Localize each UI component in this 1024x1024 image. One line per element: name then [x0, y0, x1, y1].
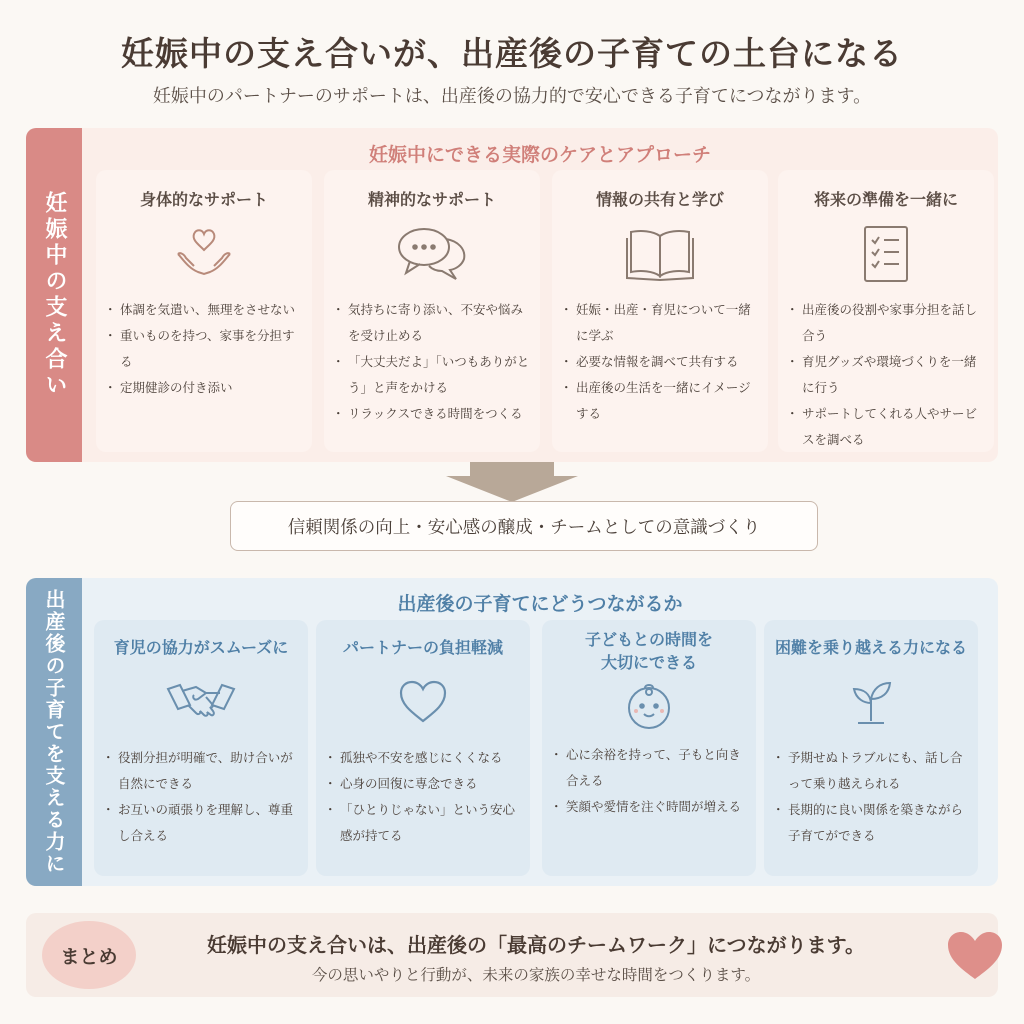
summary-main-text: 妊娠中の支え合いは、出産後の「最高のチームワーク」につながります。	[207, 933, 865, 957]
section2-side-label	[26, 578, 82, 886]
section1-side-text: 妊娠中の支え合い	[42, 191, 67, 399]
heart-hands-icon	[172, 224, 236, 284]
baby-face-icon	[623, 680, 675, 732]
card-title-line: 子どもとの時間を	[584, 630, 713, 649]
heart-outline-icon	[397, 679, 449, 725]
list-item: ・ 心身の回復に専念できる	[326, 771, 520, 797]
list-item: ・ 妊娠・出産・育児について一緒に学ぶ	[562, 297, 758, 349]
card-time-with-child	[542, 620, 756, 876]
card-title: 身体的なサポート	[139, 190, 268, 209]
down-arrow-icon	[446, 462, 578, 502]
card-physical-support	[96, 170, 312, 452]
handshake-icon	[166, 677, 236, 727]
list-item: ・ 予期せぬトラブルにも、話し合って乗り越えられる	[774, 745, 968, 797]
list-item: ・ 出産後の生活を一緒にイメージする	[562, 375, 758, 427]
list-item: ・ 重いものを持つ、家事を分担する	[106, 323, 302, 375]
list-item: ・ リラックスできる時間をつくる	[334, 401, 530, 427]
list-item: ・ 育児グッズや環境づくりを一緒に行う	[788, 349, 984, 401]
list-item: ・ 「大丈夫だよ」「いつもありがとう」と声をかける	[334, 349, 530, 401]
list-item: ・ 孤独や不安を感じにくくなる	[326, 745, 520, 771]
list-item: ・ 必要な情報を調べて共有する	[562, 349, 758, 375]
list-item: ・ サポートしてくれる人やサービスを調べる	[788, 401, 984, 453]
page-subtitle: 妊娠中のパートナーのサポートは、出産後の協力的で安心できる子育てにつながります。	[152, 86, 872, 107]
speech-bubbles-icon	[394, 223, 470, 285]
card-title: 育児の協力がスムーズに	[113, 638, 289, 657]
list-item: ・ 長期的に良い関係を築きながら子育てができる	[774, 797, 968, 849]
card-title: パートナーの負担軽減	[342, 638, 503, 657]
list-item: ・ 気持ちに寄り添い、不安や悩みを受け止める	[334, 297, 530, 349]
checklist-icon	[861, 224, 911, 284]
section2-panel	[82, 578, 998, 886]
section2-heading: 出産後の子育てにどうつながるか	[397, 593, 683, 615]
list-item: ・ 定期健診の付き添い	[106, 375, 302, 401]
list-item: ・ 出産後の役割や家事分担を話し合う	[788, 297, 984, 349]
card-title: 困難を乗り越える力になる	[774, 638, 967, 657]
card-reduce-burden	[316, 620, 530, 876]
card-title: 将来の準備を一緒に	[813, 190, 958, 209]
list-item: ・ お互いの頑張りを理解し、尊重し合える	[104, 797, 298, 849]
card-title: 情報の共有と学び	[595, 190, 724, 209]
open-book-icon	[625, 226, 695, 282]
card-future-preparation	[778, 170, 994, 452]
card-information-sharing	[552, 170, 768, 452]
card-smooth-cooperation	[94, 620, 308, 876]
card-emotional-support	[324, 170, 540, 452]
card-title	[542, 628, 756, 674]
section1-heading: 妊娠中にできる実際のケアとアプローチ	[368, 144, 711, 166]
card-overcome-difficulties	[764, 620, 978, 876]
list-item: ・ 心に余裕を持って、子もと向き合える	[552, 742, 746, 794]
card-title-line: 大切にできる	[600, 653, 697, 672]
section1-panel	[82, 128, 998, 462]
summary-badge: まとめ	[42, 921, 136, 989]
sprout-icon	[846, 677, 896, 727]
section2-side-text: 出産後の子育てを支える力に	[42, 589, 66, 875]
summary-sub-text: 今の思いやりと行動が、未来の家族の幸せな時間をつくります。	[311, 966, 761, 984]
list-item: ・ 体調を気遣い、無理をさせない	[106, 297, 302, 323]
page-title: 妊娠中の支え合いが、出産後の子育ての土台になる	[121, 34, 903, 73]
heart-icon	[944, 929, 1006, 983]
section1-side-label	[26, 128, 82, 462]
card-title: 精神的なサポート	[367, 190, 496, 209]
summary-box	[26, 913, 998, 997]
list-item: ・ 笑顔や愛情を注ぐ時間が増える	[552, 794, 746, 820]
connector-box: 信頼関係の向上・安心感の醸成・チームとしての意識づくり	[230, 501, 818, 551]
list-item: ・ 役割分担が明確で、助け合いが自然にできる	[104, 745, 298, 797]
list-item: ・ 「ひとりじゃない」という安心感が持てる	[326, 797, 520, 849]
